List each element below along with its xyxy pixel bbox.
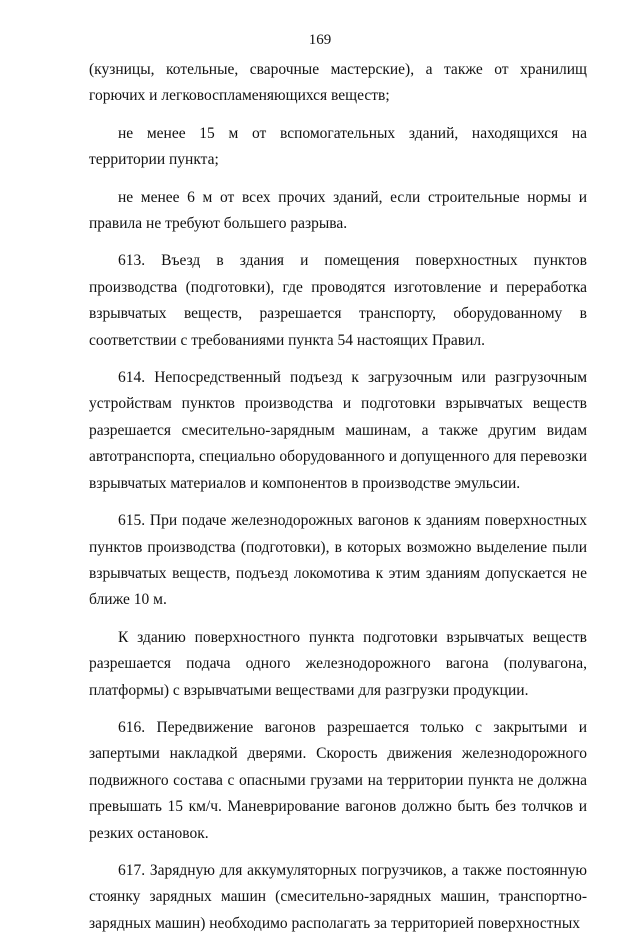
paragraph-617: 617. Зарядную для аккумуляторных погрузчиков, а также постоянную стоянку зарядных машин (смесительно-зарядных машин, транспортно-зарядных машин) необходимо располагать за территорией поверхностных [89, 861, 587, 932]
paragraph-615-wagon-delivery: К зданию поверхностного пункта подготовки взрывчатых веществ разрешается подача одного железнодорожного вагона (полувагона, платформы) с взрывчатыми веществами для разгрузки продукции. [89, 628, 587, 699]
paragraph-continuation: (кузницы, котельные, сварочные мастерские), а также от хранилищ горючих и легковоспламеняющихся веществ; [89, 61, 587, 105]
paragraph-614: 614. Непосредственный подъезд к загрузочным или разгрузочным устройствам пунктов производства и подготовки взрывчатых веществ разрешается смесительно-зарядным машинам, а также другим видам автотранспорта, специально оборудованного и допущенного для перевозки взрывчатых материалов и компонентов в производстве эмульсии. [89, 369, 587, 492]
paragraph-613: 613. Въезд в здания и помещения поверхностных пунктов производства (подготовки), где проводятся изготовление и переработка взрывчатых веществ, разрешается транспорту, оборудованному в соответствии с требованиями пункта 54 настоящих Правил. [89, 252, 587, 349]
paragraph-616: 616. Передвижение вагонов разрешается только с закрытыми и запертыми накладкой дверями. Скорость движения железнодорожного подвижного состава с опасными грузами на территории пункта не должна превышать 15 км/ч. Маневрирование вагонов должно быть без толчков и резких остановок. [89, 718, 587, 842]
page-number: 169 [308, 32, 332, 48]
paragraph-615: 615. При подаче железнодорожных вагонов к зданиям поверхностных пунктов производства (подготовки), в которых возможно выделение пыли взрывчатых веществ, подъезд локомотива к этим зданиям допускается не ближе 10 м. [89, 512, 587, 609]
paragraph-distance-other-buildings: не менее 6 м от всех прочих зданий, если строительные нормы и правила не требуют большего разрыва. [89, 188, 587, 233]
paragraph-distance-auxiliary-buildings: не менее 15 м от вспомогательных зданий, находящихся на территории пункта; [89, 124, 587, 169]
document-body [89, 57, 587, 948]
